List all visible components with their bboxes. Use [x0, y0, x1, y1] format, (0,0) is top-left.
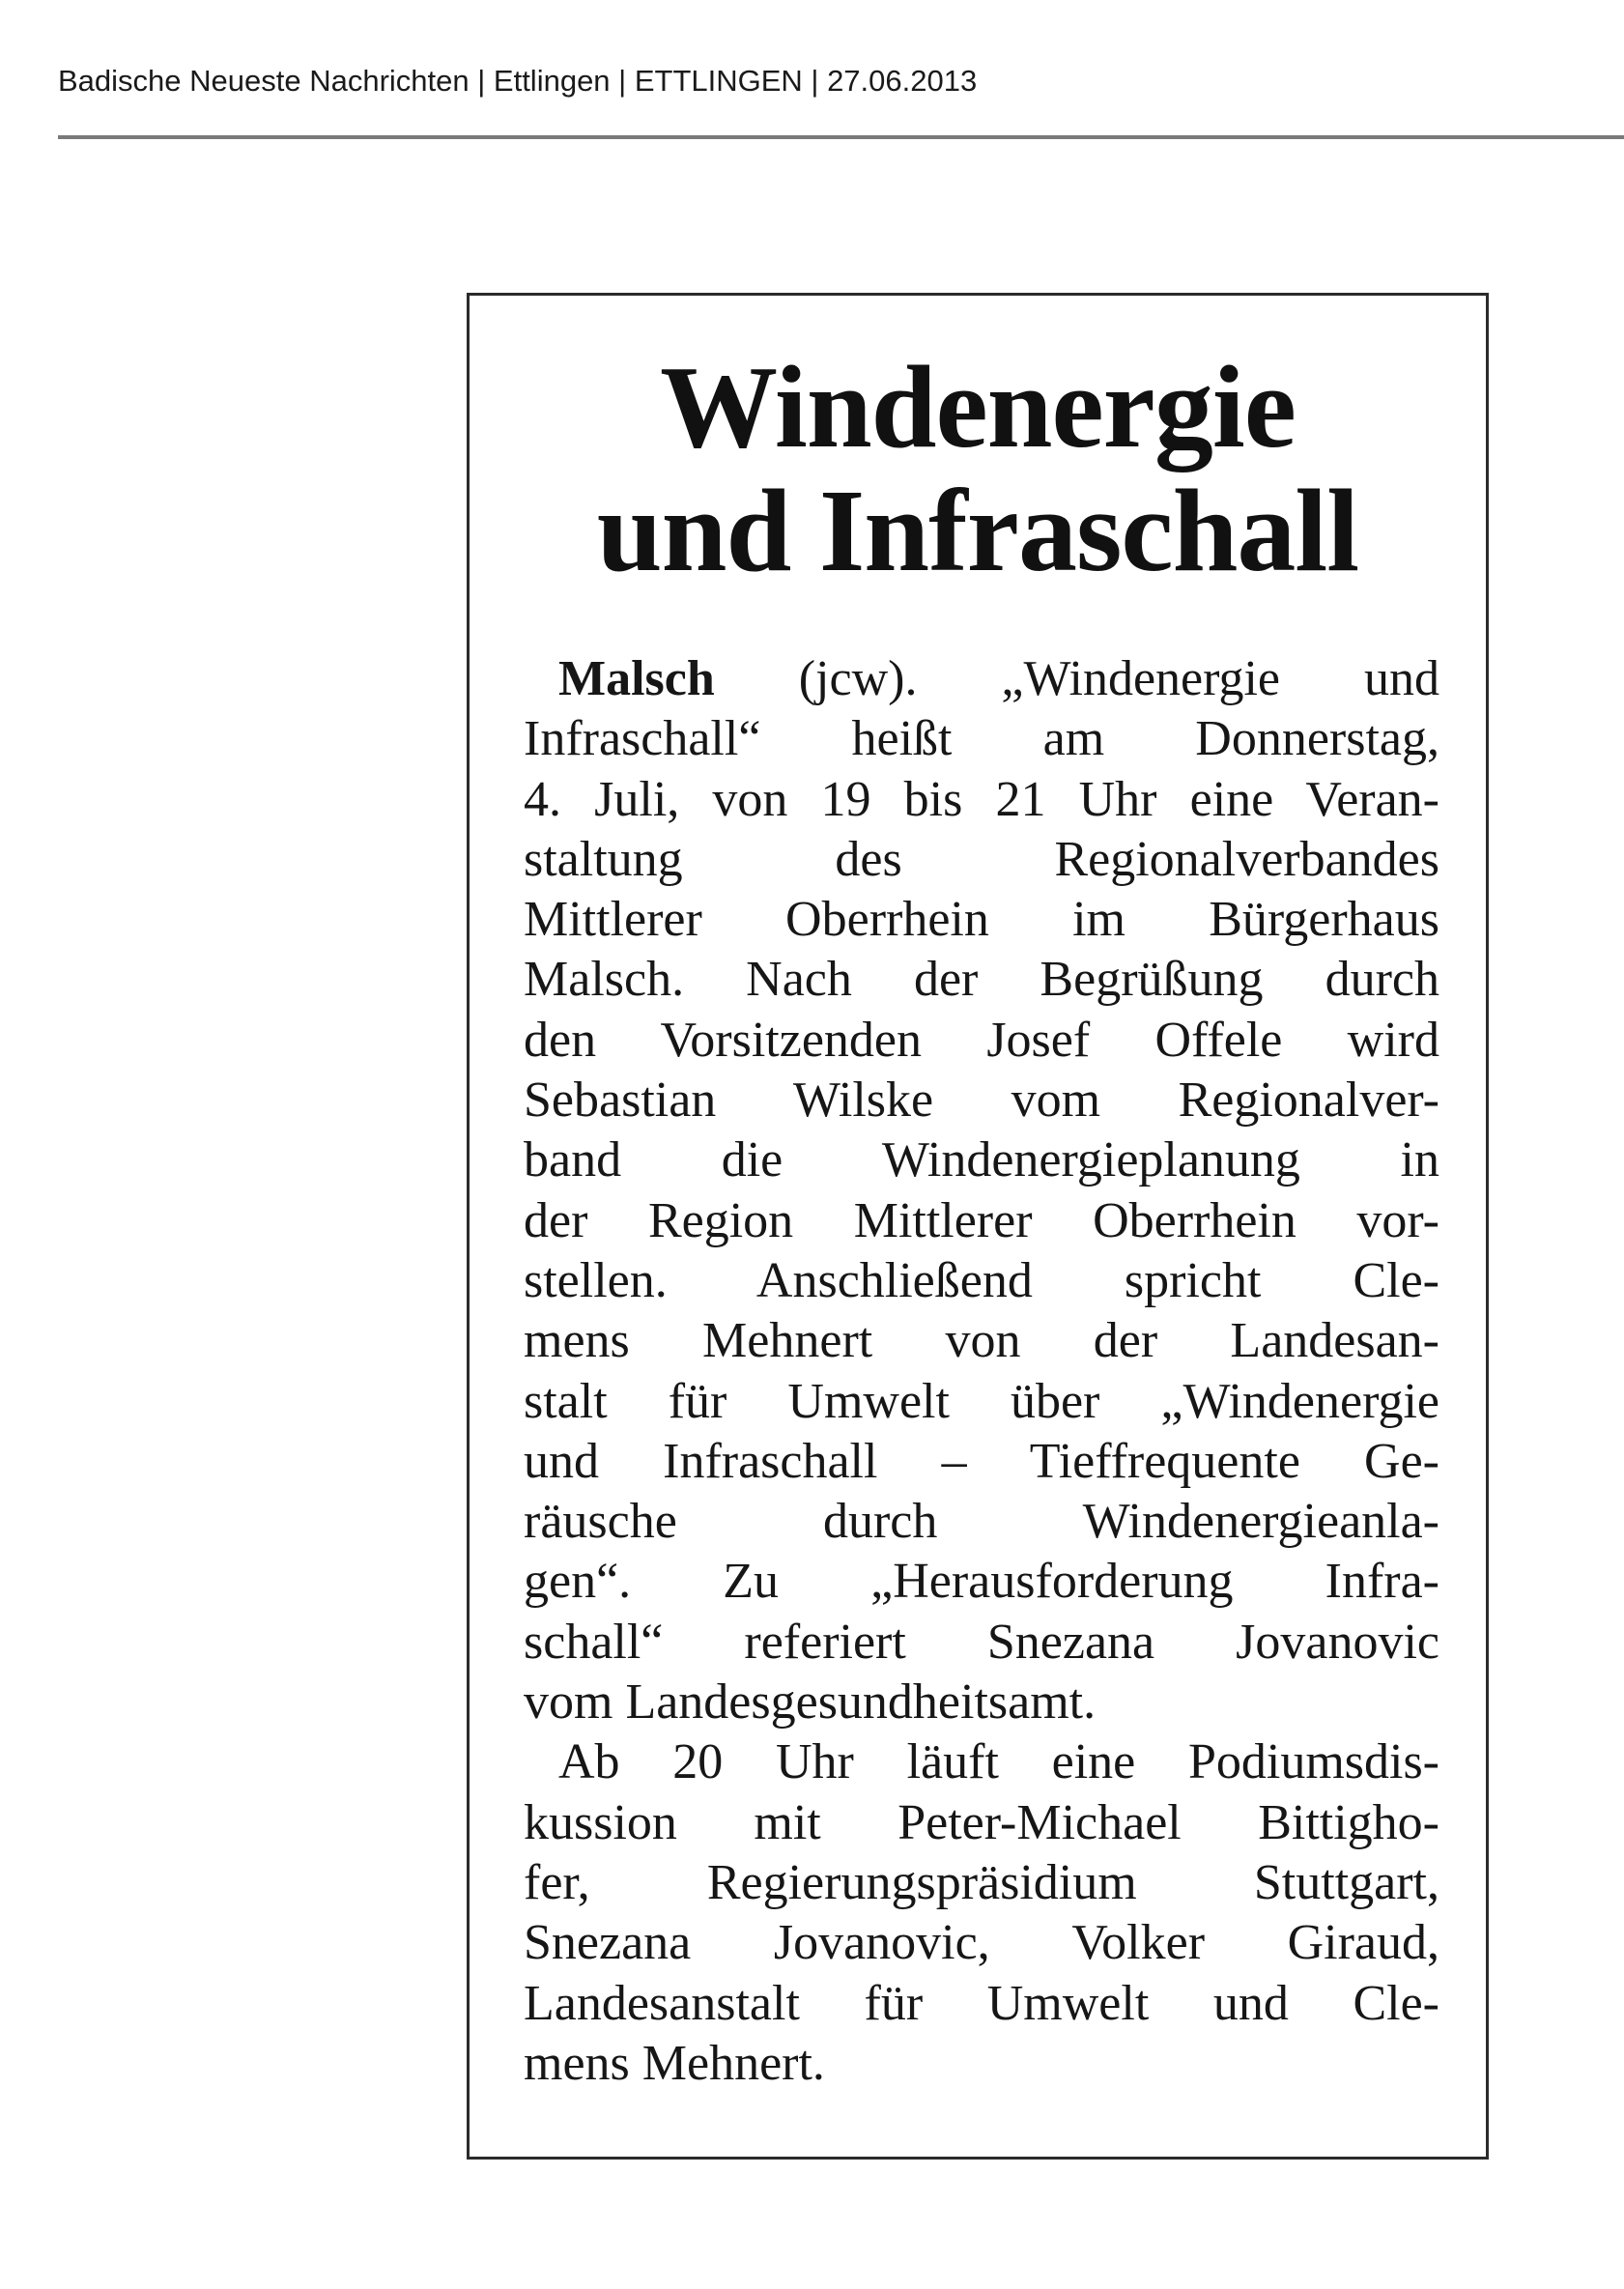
- body-line: vom Landesgesundheitsamt.: [524, 1674, 1097, 1731]
- body-line: der Region Mittlerer Oberrhein vor-: [524, 1192, 1439, 1248]
- body-line: stalt für Umwelt über „Windenergie: [524, 1373, 1439, 1429]
- body-line: stellen. Anschließend spricht Cle-: [524, 1252, 1439, 1308]
- body-line: räusche durch Windenergieanla-: [524, 1494, 1439, 1550]
- body-line: Mittlerer Oberrhein im Bürgerhaus: [524, 892, 1439, 948]
- article-box: [467, 293, 1489, 2160]
- body-line: den Vorsitzenden Josef Offele wird: [524, 1012, 1439, 1068]
- body-line-text: (jcw). „Windenergie und: [714, 651, 1439, 706]
- article-headline: [470, 342, 1486, 596]
- body-line: fer, Regierungspräsidium Stuttgart,: [524, 1854, 1439, 1910]
- body-line: 4. Juli, von 19 bis 21 Uhr eine Veran-: [524, 771, 1439, 827]
- body-line: und Infraschall – Tieffrequente Ge-: [524, 1433, 1439, 1489]
- body-line: band die Windenergieplanung in: [524, 1132, 1439, 1188]
- body-line: kussion mit Peter-Michael Bittigho-: [524, 1794, 1439, 1850]
- body-line: schall“ referiert Snezana Jovanovic: [524, 1614, 1439, 1670]
- body-line: gen“. Zu „Herausforderung Infra-: [524, 1554, 1439, 1610]
- headline-line: Windenergie: [660, 342, 1296, 472]
- body-line: staltung des Regionalverbandes: [524, 831, 1439, 887]
- source-line: Badische Neueste Nachrichten | Ettlingen | ETTLINGEN | 27.06.2013: [58, 64, 978, 98]
- body-line: [524, 649, 1439, 709]
- body-line: mens Mehnert von der Landesan-: [524, 1313, 1439, 1369]
- article-body: [524, 649, 1439, 2094]
- body-line: Snezana Jovanovic, Volker Giraud,: [524, 1915, 1439, 1971]
- body-line: Sebastian Wilske vom Regionalver-: [524, 1073, 1439, 1129]
- header-divider: [58, 135, 1624, 139]
- body-line: Ab 20 Uhr läuft eine Podiumsdis-: [558, 1734, 1439, 1790]
- body-line: Malsch. Nach der Begrüßung durch: [524, 952, 1439, 1008]
- body-line: Infraschall“ heißt am Donnerstag,: [524, 711, 1439, 767]
- body-line: Landesanstalt für Umwelt und Cle-: [524, 1975, 1439, 2031]
- dateline: Malsch: [558, 651, 715, 706]
- body-line: mens Mehnert.: [524, 2035, 825, 2091]
- headline-line: und Infraschall: [596, 466, 1359, 596]
